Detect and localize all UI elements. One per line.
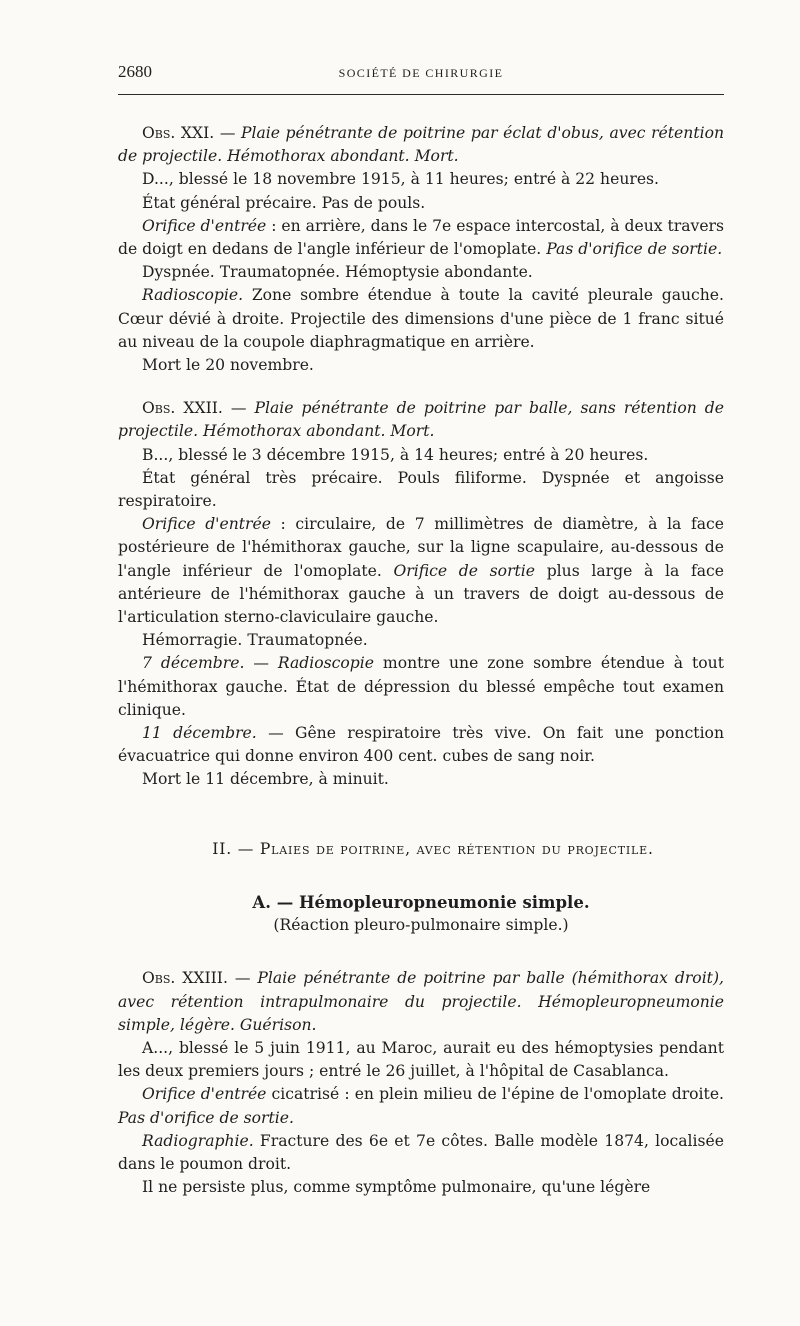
obs-title: Plaie pénétrante de poitrine par balle, sans rétention de projectile. Hémothorax abondant. Mort. [118, 399, 724, 441]
paragraph: Hémorragie. Traumatopnée. [142, 631, 368, 650]
paragraph: Orifice d'entrée : en arrière, dans le 7e espace intercostal, à deux travers de doigt en dedans de l'angle inférieur de l'omoplate. Pas d'orifice de sortie. [118, 216, 725, 259]
obs-label: Obs. XXI. [142, 124, 215, 142]
obs-label: Obs. XXIII. [142, 969, 228, 988]
section-heading: II. — Plaies de poitrine, avec rétention du projectile. [212, 839, 654, 858]
paragraph: Radioscopie. Zone sombre étendue à toute la cavité pleurale gauche. Cœur dévié à droite. Projectile des dimensions d'une pièce de 1 franc situé au niveau de la coupole diaphragmatique en arrière. [118, 286, 724, 351]
paragraph: Il ne persiste plus, comme symptôme pulmonaire, qu'une légère [142, 1178, 651, 1197]
paragraph: Mort le 20 novembre. [142, 356, 314, 375]
subsection-heading: A. — Hémopleuropneumonie simple. [252, 892, 590, 912]
page-body [118, 122, 724, 1199]
paragraph: Mort le 11 décembre, à minuit. [142, 770, 389, 789]
paragraph: 7 décembre. — Radioscopie montre une zone sombre étendue à tout l'hémithorax gauche. État de dépression du blessé empêche tout examen clinique. [118, 654, 724, 719]
obs-label: Obs. XXII. [142, 399, 223, 418]
paragraph: Orifice d'entrée cicatrisé : en plein milieu de l'épine de l'omoplate droite. Pas d'orifice de sortie. [118, 1085, 724, 1127]
page-header [118, 62, 724, 95]
page-number: 2680 [118, 62, 152, 81]
obs-21-heading: Obs. XXI. — Plaie pénétrante de poitrine par éclat d'obus, avec rétention de projectile. Hémothorax abondant. Mort. [118, 124, 725, 166]
obs-title: Plaie pénétrante de poitrine par éclat d'obus, avec rétention de projectile. Hémothorax abondant. Mort. [118, 124, 725, 166]
paragraph: État général précaire. Pas de pouls. [142, 193, 426, 212]
paragraph: B..., blessé le 3 décembre 1915, à 14 heures; entré à 20 heures. [142, 445, 649, 464]
paragraph: D..., blessé le 18 novembre 1915, à 11 heures; entré à 22 heures. [142, 170, 660, 189]
paragraph: Orifice d'entrée : circulaire, de 7 millimètres de diamètre, à la face postérieure de l'hémithorax gauche, sur la ligne scapulaire, au-dessous de l'angle inférieur de l'omoplate. Orifice de sortie plus large à la face antérieure de l'hémithorax gauche à un travers de doigt au-dessous de l'articulation sterno-claviculaire gauche. [118, 515, 725, 627]
paragraph: A..., blessé le 5 juin 1911, au Maroc, aurait eu des hémoptysies pendant les deux premiers jours ; entré le 26 juillet, à l'hôpital de Casablanca. [118, 1038, 724, 1081]
paragraph: Radiographie. Fracture des 6e et 7e côtes. Balle modèle 1874, localisée dans le poumon droit. [118, 1131, 724, 1173]
paragraph: État général très précaire. Pouls filiforme. Dyspnée et angoisse respiratoire. [118, 468, 724, 511]
paragraph: 11 décembre. — Gêne respiratoire très vive. On fait une ponction évacuatrice qui donne environ 400 cent. cubes de sang noir. [118, 724, 724, 766]
running-head: SOCIÉTÉ DE CHIRURGIE [338, 66, 504, 80]
obs-23-heading: Obs. XXIII. — Plaie pénétrante de poitrine par balle (hémithorax droit), avec rétention intrapulmonaire du projectile. Hémopleuropneumonie simple, légère. Guérison. [118, 969, 724, 1034]
paragraph: Dyspnée. Traumatopnée. Hémoptysie abondante. [142, 263, 533, 282]
obs-22-heading: Obs. XXII. — Plaie pénétrante de poitrine par balle, sans rétention de projectile. Hémothorax abondant. Mort. [118, 399, 724, 441]
subsection-note: (Réaction pleuro-pulmonaire simple.) [273, 916, 569, 935]
